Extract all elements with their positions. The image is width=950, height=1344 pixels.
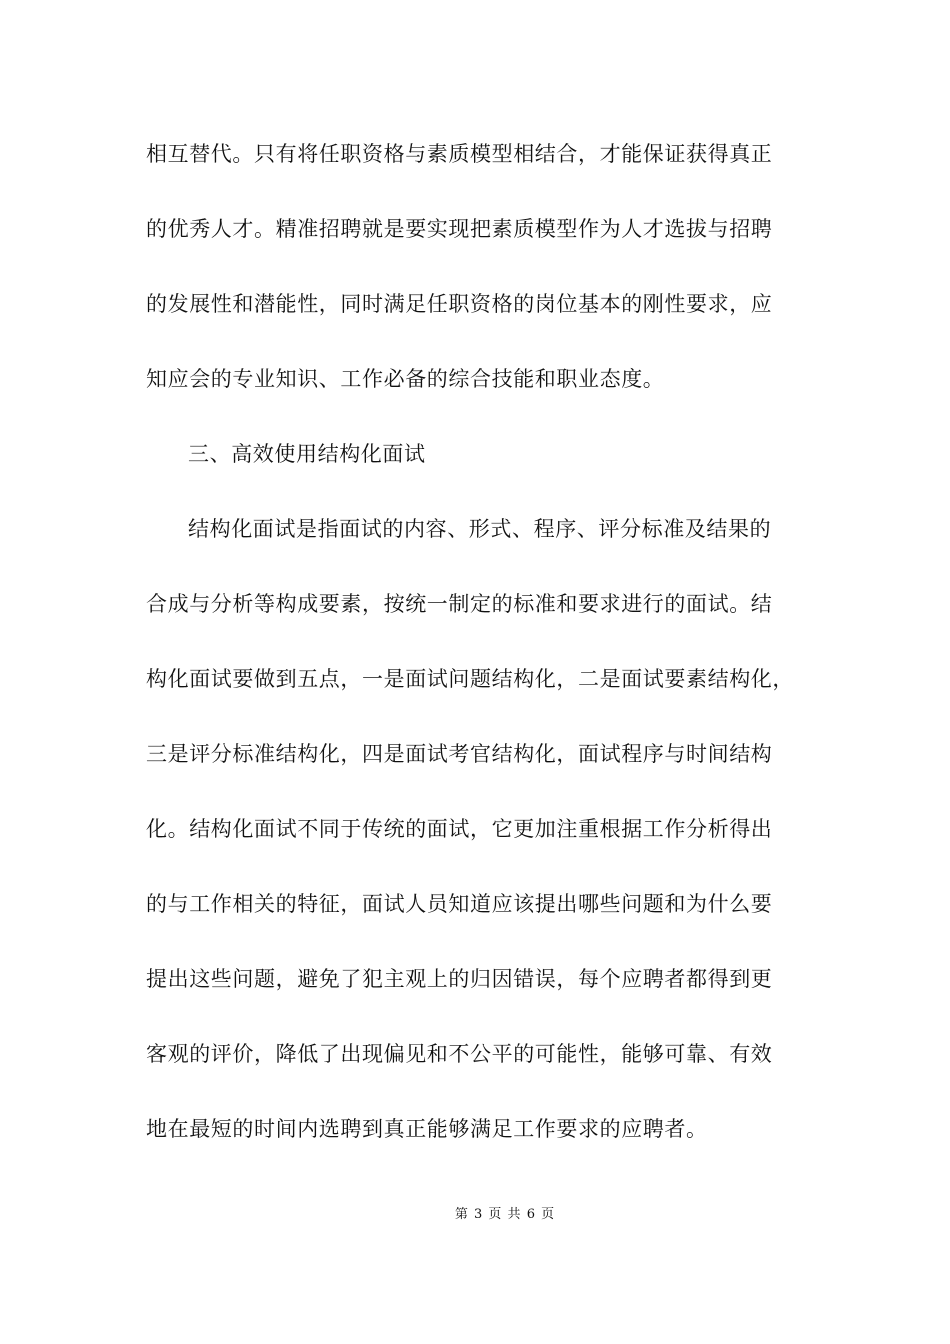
text-line: 的优秀人才。精准招聘就是要实现把素质模型作为人才选拔与招聘 [146, 217, 773, 241]
text-line: 的与工作相关的特征，面试人员知道应该提出哪些问题和为什么要 [146, 892, 773, 916]
text-line: 地在最短的时间内选聘到真正能够满足工作要求的应聘者。 [146, 1117, 708, 1141]
text-line: 构化面试要做到五点，一是面试问题结构化，二是面试要素结构化， [146, 667, 794, 691]
page-number-footer: 第 3 页 共 6 页 [454, 1207, 556, 1222]
text-line: 相互替代。只有将任职资格与素质模型相结合，才能保证获得真正 [146, 142, 773, 166]
text-line: 合成与分析等构成要素，按统一制定的标准和要求进行的面试。结 [146, 592, 773, 616]
text-line: 客观的评价，降低了出现偏见和不公平的可能性，能够可靠、有效 [146, 1042, 773, 1066]
text-line: 化。结构化面试不同于传统的面试，它更加注重根据工作分析得出 [146, 817, 773, 841]
text-line: 知应会的专业知识、工作必备的综合技能和职业态度。 [146, 367, 665, 391]
text-line: 三是评分标准结构化，四是面试考官结构化，面试程序与时间结构 [146, 742, 773, 766]
section-heading: 三、高效使用结构化面试 [188, 442, 426, 466]
text-line: 提出这些问题，避免了犯主观上的归因错误，每个应聘者都得到更 [146, 967, 773, 991]
text-line: 的发展性和潜能性，同时满足任职资格的岗位基本的刚性要求，应 [146, 292, 773, 316]
text-line: 结构化面试是指面试的内容、形式、程序、评分标准及结果的 [188, 517, 772, 541]
